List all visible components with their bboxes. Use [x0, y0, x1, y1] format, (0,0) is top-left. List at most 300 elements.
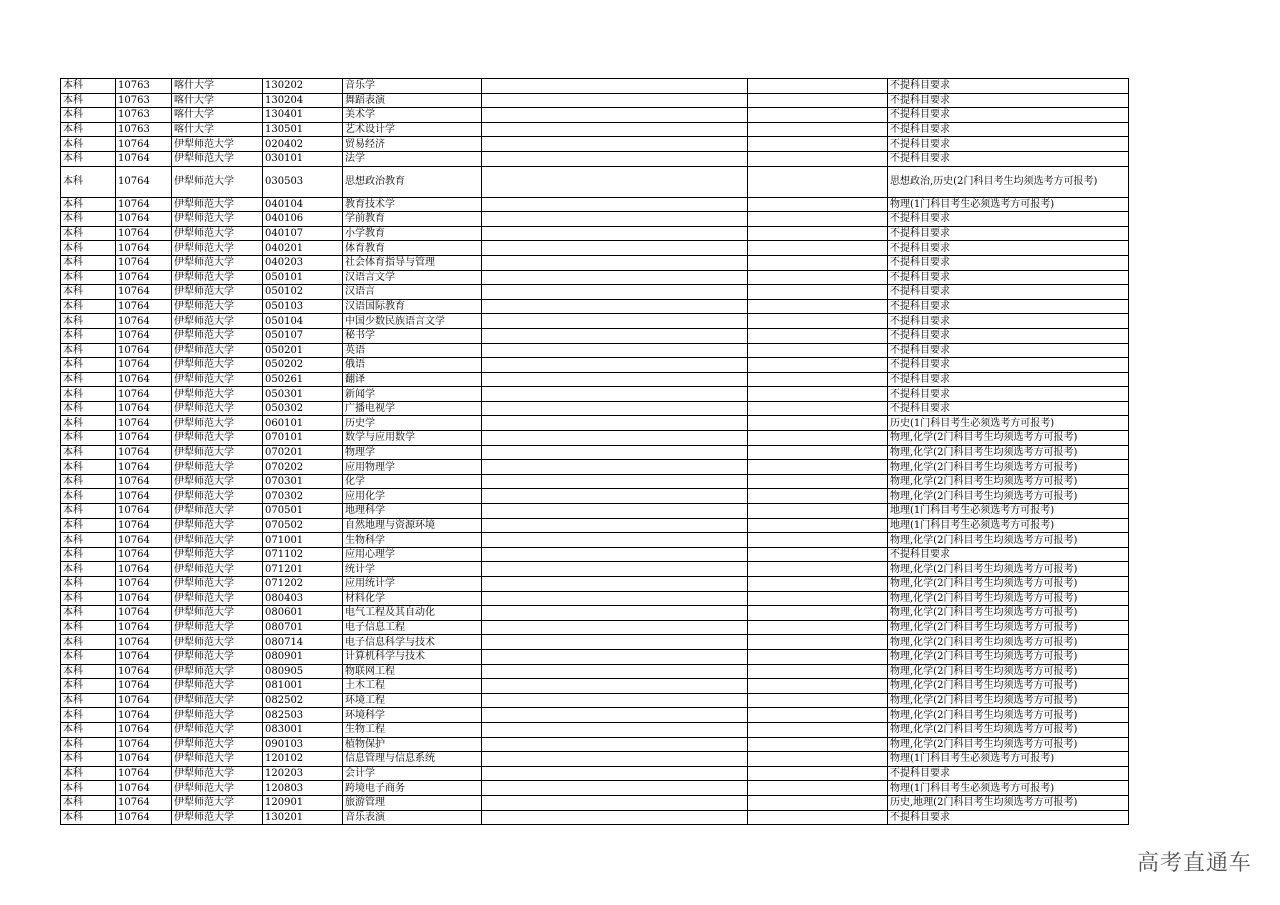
level-cell: 本科: [61, 737, 116, 752]
school-name-cell: 伊犁师范大学: [172, 533, 263, 548]
subject-requirement-cell: 不提科目要求: [888, 137, 1129, 152]
level-cell: 本科: [61, 722, 116, 737]
school-name-cell: 伊犁师范大学: [172, 358, 263, 373]
table-row: [61, 620, 1129, 635]
major-code-cell: 071001: [263, 533, 343, 548]
subject-requirement-cell: 不提科目要求: [888, 387, 1129, 402]
blank-cell: [748, 241, 888, 256]
blank-cell: [748, 151, 888, 166]
level-cell: 本科: [61, 533, 116, 548]
school-name-cell: 伊犁师范大学: [172, 562, 263, 577]
level-cell: 本科: [61, 518, 116, 533]
blank-cell: [482, 401, 748, 416]
blank-cell: [748, 649, 888, 664]
school-name-cell: 喀什大学: [172, 93, 263, 108]
blank-cell: [482, 722, 748, 737]
major-code-cell: 040201: [263, 241, 343, 256]
blank-cell: [482, 591, 748, 606]
school-code-cell: 10764: [116, 649, 172, 664]
major-code-cell: 040104: [263, 197, 343, 212]
subject-requirement-cell: 物理,化学(2门科目考生均须选考方可报考): [888, 722, 1129, 737]
table-row: [61, 562, 1129, 577]
blank-cell: [748, 547, 888, 562]
blank-cell: [748, 810, 888, 825]
school-code-cell: 10764: [116, 752, 172, 767]
blank-cell: [748, 79, 888, 94]
school-code-cell: 10764: [116, 166, 172, 197]
school-name-cell: 伊犁师范大学: [172, 151, 263, 166]
blank-cell: [748, 255, 888, 270]
school-name-cell: 伊犁师范大学: [172, 722, 263, 737]
table-row: [61, 226, 1129, 241]
major-name-cell: 生物科学: [343, 533, 482, 548]
subject-requirement-cell: 不提科目要求: [888, 547, 1129, 562]
blank-cell: [748, 635, 888, 650]
school-name-cell: 喀什大学: [172, 108, 263, 123]
school-code-cell: 10764: [116, 255, 172, 270]
level-cell: 本科: [61, 635, 116, 650]
school-code-cell: 10764: [116, 137, 172, 152]
table-row: [61, 285, 1129, 300]
table-row: [61, 533, 1129, 548]
major-name-cell: 数学与应用数学: [343, 431, 482, 446]
blank-cell: [748, 693, 888, 708]
table-row: [61, 445, 1129, 460]
major-name-cell: 自然地理与资源环境: [343, 518, 482, 533]
subject-requirement-cell: 不提科目要求: [888, 766, 1129, 781]
major-code-cell: 080901: [263, 649, 343, 664]
blank-cell: [482, 299, 748, 314]
school-name-cell: 伊犁师范大学: [172, 343, 263, 358]
school-code-cell: 10764: [116, 766, 172, 781]
major-name-cell: 会计学: [343, 766, 482, 781]
major-name-cell: 植物保护: [343, 737, 482, 752]
subject-requirement-cell: 历史(1门科目考生必须选考方可报考): [888, 416, 1129, 431]
subject-requirement-cell: 物理,化学(2门科目考生均须选考方可报考): [888, 474, 1129, 489]
blank-cell: [748, 620, 888, 635]
school-code-cell: 10764: [116, 795, 172, 810]
major-code-cell: 082502: [263, 693, 343, 708]
blank-cell: [748, 358, 888, 373]
school-code-cell: 10764: [116, 241, 172, 256]
level-cell: 本科: [61, 591, 116, 606]
subject-requirement-cell: 不提科目要求: [888, 328, 1129, 343]
major-code-cell: 082503: [263, 708, 343, 723]
school-name-cell: 伊犁师范大学: [172, 197, 263, 212]
blank-cell: [748, 431, 888, 446]
major-name-cell: 舞蹈表演: [343, 93, 482, 108]
table-row: [61, 197, 1129, 212]
major-code-cell: 050103: [263, 299, 343, 314]
school-name-cell: 伊犁师范大学: [172, 372, 263, 387]
school-name-cell: 伊犁师范大学: [172, 489, 263, 504]
level-cell: 本科: [61, 416, 116, 431]
blank-cell: [748, 504, 888, 519]
table-row: [61, 416, 1129, 431]
major-name-cell: 生物工程: [343, 722, 482, 737]
school-name-cell: 伊犁师范大学: [172, 445, 263, 460]
subject-requirement-cell: 物理,化学(2门科目考生均须选考方可报考): [888, 591, 1129, 606]
school-name-cell: 伊犁师范大学: [172, 781, 263, 796]
blank-cell: [482, 518, 748, 533]
level-cell: 本科: [61, 372, 116, 387]
school-name-cell: 伊犁师范大学: [172, 431, 263, 446]
major-code-cell: 050302: [263, 401, 343, 416]
major-code-cell: 050202: [263, 358, 343, 373]
major-code-cell: 080701: [263, 620, 343, 635]
major-code-cell: 060101: [263, 416, 343, 431]
table-row: [61, 108, 1129, 123]
school-name-cell: 伊犁师范大学: [172, 255, 263, 270]
blank-cell: [748, 328, 888, 343]
school-name-cell: 伊犁师范大学: [172, 416, 263, 431]
blank-cell: [482, 474, 748, 489]
level-cell: 本科: [61, 241, 116, 256]
level-cell: 本科: [61, 151, 116, 166]
table-row: [61, 693, 1129, 708]
school-code-cell: 10764: [116, 722, 172, 737]
school-code-cell: 10764: [116, 635, 172, 650]
blank-cell: [482, 504, 748, 519]
school-code-cell: 10763: [116, 79, 172, 94]
major-name-cell: 美术学: [343, 108, 482, 123]
major-name-cell: 音乐表演: [343, 810, 482, 825]
subject-requirement-cell: 不提科目要求: [888, 343, 1129, 358]
major-name-cell: 广播电视学: [343, 401, 482, 416]
major-code-cell: 030503: [263, 166, 343, 197]
table-row: [61, 255, 1129, 270]
blank-cell: [748, 577, 888, 592]
school-name-cell: 伊犁师范大学: [172, 766, 263, 781]
subject-requirement-cell: 物理,化学(2门科目考生均须选考方可报考): [888, 445, 1129, 460]
blank-cell: [748, 343, 888, 358]
school-name-cell: 喀什大学: [172, 122, 263, 137]
school-code-cell: 10764: [116, 226, 172, 241]
school-name-cell: 伊犁师范大学: [172, 166, 263, 197]
subject-requirement-cell: 不提科目要求: [888, 151, 1129, 166]
major-code-cell: 120102: [263, 752, 343, 767]
subject-requirement-cell: 不提科目要求: [888, 226, 1129, 241]
blank-cell: [748, 737, 888, 752]
major-name-cell: 历史学: [343, 416, 482, 431]
major-code-cell: 130401: [263, 108, 343, 123]
blank-cell: [748, 93, 888, 108]
subject-requirement-cell: 不提科目要求: [888, 270, 1129, 285]
school-name-cell: 伊犁师范大学: [172, 137, 263, 152]
major-code-cell: 070101: [263, 431, 343, 446]
level-cell: 本科: [61, 166, 116, 197]
level-cell: 本科: [61, 620, 116, 635]
blank-cell: [748, 299, 888, 314]
blank-cell: [482, 489, 748, 504]
blank-cell: [482, 79, 748, 94]
school-code-cell: 10763: [116, 122, 172, 137]
school-code-cell: 10764: [116, 416, 172, 431]
blank-cell: [748, 445, 888, 460]
school-code-cell: 10764: [116, 504, 172, 519]
blank-cell: [748, 518, 888, 533]
table-row: [61, 635, 1129, 650]
school-name-cell: 伊犁师范大学: [172, 328, 263, 343]
blank-cell: [748, 314, 888, 329]
subject-requirement-cell: 物理,化学(2门科目考生均须选考方可报考): [888, 693, 1129, 708]
blank-cell: [748, 489, 888, 504]
major-name-cell: 土木工程: [343, 679, 482, 694]
school-code-cell: 10764: [116, 708, 172, 723]
major-name-cell: 汉语言文学: [343, 270, 482, 285]
school-name-cell: 伊犁师范大学: [172, 679, 263, 694]
school-code-cell: 10764: [116, 328, 172, 343]
blank-cell: [482, 285, 748, 300]
school-code-cell: 10764: [116, 547, 172, 562]
blank-cell: [482, 679, 748, 694]
blank-cell: [482, 270, 748, 285]
blank-cell: [748, 722, 888, 737]
subject-requirement-cell: 思想政治,历史(2门科目考生均须选考方可报考): [888, 166, 1129, 197]
school-code-cell: 10764: [116, 270, 172, 285]
major-name-cell: 应用物理学: [343, 460, 482, 475]
subject-requirement-cell: 地理(1门科目考生必须选考方可报考): [888, 518, 1129, 533]
table-row: [61, 212, 1129, 227]
table-row: [61, 358, 1129, 373]
level-cell: 本科: [61, 212, 116, 227]
level-cell: 本科: [61, 358, 116, 373]
school-name-cell: 伊犁师范大学: [172, 635, 263, 650]
school-code-cell: 10764: [116, 474, 172, 489]
subject-requirement-cell: 不提科目要求: [888, 108, 1129, 123]
blank-cell: [748, 108, 888, 123]
blank-cell: [482, 241, 748, 256]
school-code-cell: 10764: [116, 314, 172, 329]
school-code-cell: 10764: [116, 664, 172, 679]
blank-cell: [748, 606, 888, 621]
major-code-cell: 050101: [263, 270, 343, 285]
school-code-cell: 10764: [116, 737, 172, 752]
major-code-cell: 120803: [263, 781, 343, 796]
blank-cell: [482, 108, 748, 123]
blank-cell: [748, 197, 888, 212]
major-code-cell: 081001: [263, 679, 343, 694]
blank-cell: [482, 649, 748, 664]
level-cell: 本科: [61, 708, 116, 723]
major-code-cell: 130501: [263, 122, 343, 137]
blank-cell: [482, 635, 748, 650]
school-name-cell: 伊犁师范大学: [172, 547, 263, 562]
blank-cell: [748, 416, 888, 431]
school-name-cell: 伊犁师范大学: [172, 591, 263, 606]
subject-requirement-cell: 历史,地理(2门科目考生均须选考方可报考): [888, 795, 1129, 810]
level-cell: 本科: [61, 795, 116, 810]
blank-cell: [748, 708, 888, 723]
school-name-cell: 伊犁师范大学: [172, 285, 263, 300]
major-name-cell: 应用统计学: [343, 577, 482, 592]
level-cell: 本科: [61, 649, 116, 664]
major-name-cell: 物联网工程: [343, 664, 482, 679]
table-row: [61, 489, 1129, 504]
table-row: [61, 722, 1129, 737]
school-code-cell: 10764: [116, 620, 172, 635]
subject-requirement-cell: 物理,化学(2门科目考生均须选考方可报考): [888, 431, 1129, 446]
level-cell: 本科: [61, 693, 116, 708]
level-cell: 本科: [61, 431, 116, 446]
school-code-cell: 10764: [116, 431, 172, 446]
table-row: [61, 708, 1129, 723]
major-code-cell: 070502: [263, 518, 343, 533]
major-name-cell: 旅游管理: [343, 795, 482, 810]
major-code-cell: 030101: [263, 151, 343, 166]
major-code-cell: 071201: [263, 562, 343, 577]
major-name-cell: 俄语: [343, 358, 482, 373]
table-row: [61, 299, 1129, 314]
subject-requirement-cell: 物理,化学(2门科目考生均须选考方可报考): [888, 649, 1129, 664]
major-code-cell: 080905: [263, 664, 343, 679]
table-row: [61, 93, 1129, 108]
blank-cell: [482, 122, 748, 137]
subject-requirement-cell: 不提科目要求: [888, 241, 1129, 256]
subject-requirement-cell: 物理,化学(2门科目考生均须选考方可报考): [888, 489, 1129, 504]
blank-cell: [482, 664, 748, 679]
school-code-cell: 10764: [116, 151, 172, 166]
subject-requirement-cell: 不提科目要求: [888, 79, 1129, 94]
major-code-cell: 070302: [263, 489, 343, 504]
blank-cell: [482, 431, 748, 446]
subject-requirement-cell: 物理,化学(2门科目考生均须选考方可报考): [888, 737, 1129, 752]
school-name-cell: 伊犁师范大学: [172, 387, 263, 402]
table-row: [61, 460, 1129, 475]
blank-cell: [748, 664, 888, 679]
subject-requirement-cell: 物理(1门科目考生必须选考方可报考): [888, 752, 1129, 767]
major-name-cell: 电气工程及其自动化: [343, 606, 482, 621]
school-name-cell: 伊犁师范大学: [172, 664, 263, 679]
table-row: [61, 387, 1129, 402]
subject-requirement-cell: 不提科目要求: [888, 810, 1129, 825]
blank-cell: [482, 533, 748, 548]
subject-requirement-cell: 物理,化学(2门科目考生均须选考方可报考): [888, 606, 1129, 621]
school-name-cell: 伊犁师范大学: [172, 474, 263, 489]
school-name-cell: 伊犁师范大学: [172, 460, 263, 475]
blank-cell: [482, 93, 748, 108]
level-cell: 本科: [61, 93, 116, 108]
blank-cell: [482, 358, 748, 373]
table-row: [61, 314, 1129, 329]
level-cell: 本科: [61, 562, 116, 577]
blank-cell: [482, 151, 748, 166]
table-row: [61, 372, 1129, 387]
school-name-cell: 伊犁师范大学: [172, 314, 263, 329]
school-name-cell: 伊犁师范大学: [172, 810, 263, 825]
subject-requirement-cell: 物理(1门科目考生必须选考方可报考): [888, 781, 1129, 796]
blank-cell: [482, 372, 748, 387]
level-cell: 本科: [61, 810, 116, 825]
school-code-cell: 10764: [116, 460, 172, 475]
school-code-cell: 10764: [116, 445, 172, 460]
table-row: [61, 664, 1129, 679]
blank-cell: [482, 766, 748, 781]
blank-cell: [748, 270, 888, 285]
major-code-cell: 050201: [263, 343, 343, 358]
major-name-cell: 思想政治教育: [343, 166, 482, 197]
blank-cell: [482, 387, 748, 402]
school-code-cell: 10764: [116, 591, 172, 606]
blank-cell: [482, 577, 748, 592]
table-row: [61, 474, 1129, 489]
school-code-cell: 10764: [116, 489, 172, 504]
school-name-cell: 喀什大学: [172, 79, 263, 94]
table-row: [61, 606, 1129, 621]
major-code-cell: 050261: [263, 372, 343, 387]
level-cell: 本科: [61, 108, 116, 123]
table-row: [61, 328, 1129, 343]
subject-requirement-cell: 不提科目要求: [888, 255, 1129, 270]
blank-cell: [748, 226, 888, 241]
blank-cell: [748, 752, 888, 767]
blank-cell: [748, 766, 888, 781]
major-code-cell: 080403: [263, 591, 343, 606]
level-cell: 本科: [61, 79, 116, 94]
blank-cell: [482, 328, 748, 343]
blank-cell: [748, 795, 888, 810]
school-name-cell: 伊犁师范大学: [172, 752, 263, 767]
major-code-cell: 040203: [263, 255, 343, 270]
level-cell: 本科: [61, 328, 116, 343]
major-name-cell: 环境工程: [343, 693, 482, 708]
subject-requirement-cell: 不提科目要求: [888, 372, 1129, 387]
level-cell: 本科: [61, 226, 116, 241]
blank-cell: [482, 343, 748, 358]
school-name-cell: 伊犁师范大学: [172, 693, 263, 708]
level-cell: 本科: [61, 197, 116, 212]
level-cell: 本科: [61, 387, 116, 402]
school-code-cell: 10764: [116, 197, 172, 212]
blank-cell: [748, 781, 888, 796]
blank-cell: [748, 591, 888, 606]
subject-requirement-cell: 物理,化学(2门科目考生均须选考方可报考): [888, 708, 1129, 723]
school-code-cell: 10764: [116, 577, 172, 592]
school-name-cell: 伊犁师范大学: [172, 299, 263, 314]
school-name-cell: 伊犁师范大学: [172, 518, 263, 533]
table-row: [61, 431, 1129, 446]
table-row: [61, 737, 1129, 752]
table-row: [61, 547, 1129, 562]
level-cell: 本科: [61, 343, 116, 358]
school-name-cell: 伊犁师范大学: [172, 226, 263, 241]
level-cell: 本科: [61, 664, 116, 679]
level-cell: 本科: [61, 122, 116, 137]
table-row: [61, 518, 1129, 533]
blank-cell: [482, 212, 748, 227]
school-code-cell: 10764: [116, 606, 172, 621]
school-name-cell: 伊犁师范大学: [172, 504, 263, 519]
major-name-cell: 计算机科学与技术: [343, 649, 482, 664]
admission-requirements-table: [60, 78, 1129, 825]
major-code-cell: 070301: [263, 474, 343, 489]
level-cell: 本科: [61, 752, 116, 767]
major-name-cell: 汉语国际教育: [343, 299, 482, 314]
watermark-text: 高考直通车: [1136, 851, 1252, 876]
major-name-cell: 统计学: [343, 562, 482, 577]
major-name-cell: 信息管理与信息系统: [343, 752, 482, 767]
table-row: [61, 810, 1129, 825]
major-name-cell: 法学: [343, 151, 482, 166]
table-body: [61, 79, 1129, 825]
subject-requirement-cell: 物理,化学(2门科目考生均须选考方可报考): [888, 635, 1129, 650]
blank-cell: [748, 562, 888, 577]
subject-requirement-cell: 不提科目要求: [888, 93, 1129, 108]
level-cell: 本科: [61, 401, 116, 416]
major-name-cell: 秘书学: [343, 328, 482, 343]
blank-cell: [482, 255, 748, 270]
subject-requirement-cell: 物理,化学(2门科目考生均须选考方可报考): [888, 562, 1129, 577]
